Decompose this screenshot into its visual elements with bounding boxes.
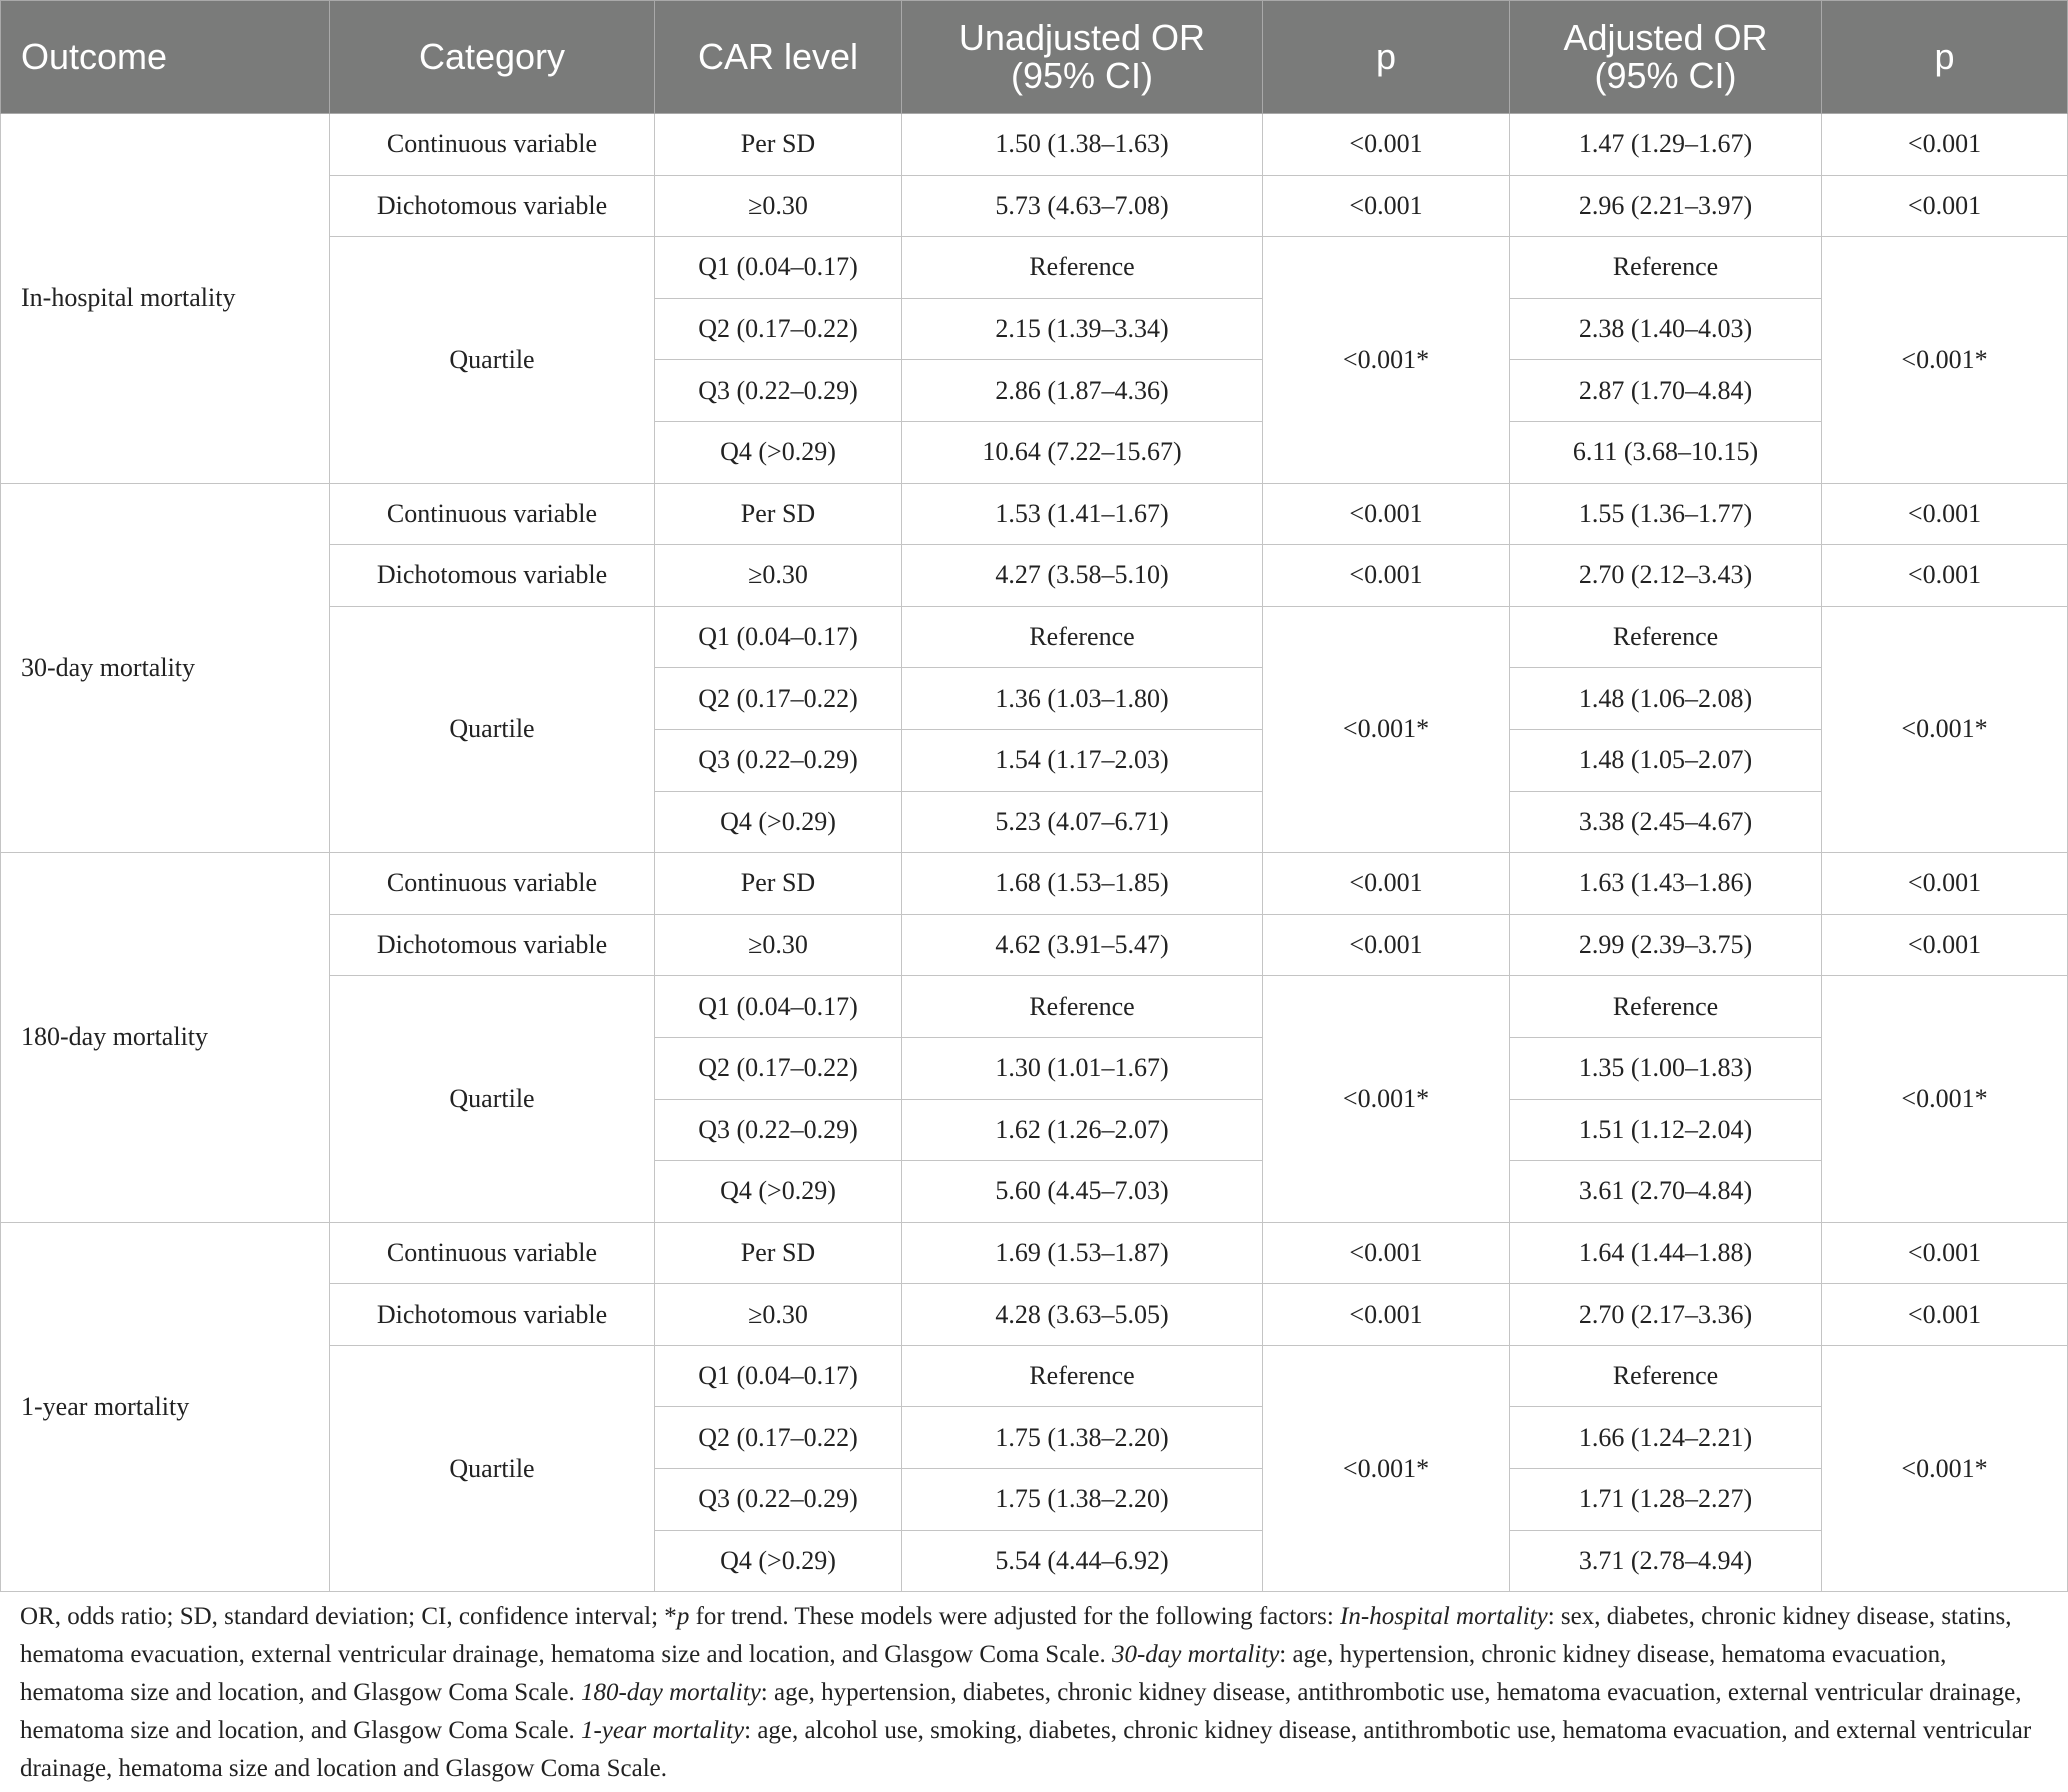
car-level-cell: Q2 (0.17–0.22)	[655, 1037, 902, 1099]
footnote-label-in-hospital: In-hospital mortality	[1340, 1603, 1548, 1630]
car-level-cell: Q1 (0.04–0.17)	[655, 1345, 902, 1407]
adjusted-or-cell: 1.48 (1.05–2.07)	[1510, 729, 1822, 791]
car-level-cell: Q3 (0.22–0.29)	[655, 360, 902, 422]
p-unadjusted-cell: <0.001*	[1263, 1345, 1510, 1591]
unadjusted-or-cell: 1.36 (1.03–1.80)	[902, 668, 1263, 730]
category-cell: Quartile	[330, 976, 655, 1222]
outcome-cell: 1-year mortality	[1, 1222, 330, 1592]
table-row	[1, 853, 2068, 915]
adjusted-or-cell: 2.87 (1.70–4.84)	[1510, 360, 1822, 422]
p-adjusted-cell: <0.001	[1822, 914, 2068, 976]
footnote-text-1-year: : age, alcohol use, smoking, diabetes, chronic kidney disease, antithrombotic use, hematoma evacuation, and external ventricular drainage, hematoma size and location and Glasgow Coma Scale.	[20, 1717, 2032, 1782]
unadjusted-or-cell: 1.75 (1.38–2.20)	[902, 1407, 1263, 1469]
unadjusted-or-cell: 1.50 (1.38–1.63)	[902, 114, 1263, 176]
p-unadjusted-cell: <0.001	[1263, 1222, 1510, 1284]
car-level-cell: Q2 (0.17–0.22)	[655, 1407, 902, 1469]
unadjusted-or-cell: 4.62 (3.91–5.47)	[902, 914, 1263, 976]
car-level-cell: Per SD	[655, 483, 902, 545]
adjusted-or-cell: 3.61 (2.70–4.84)	[1510, 1161, 1822, 1223]
car-level-cell: Q1 (0.04–0.17)	[655, 606, 902, 668]
unadjusted-or-cell: 1.62 (1.26–2.07)	[902, 1099, 1263, 1161]
adjusted-or-cell: 1.35 (1.00–1.83)	[1510, 1037, 1822, 1099]
p-unadjusted-cell: <0.001	[1263, 853, 1510, 915]
adjusted-or-cell: Reference	[1510, 606, 1822, 668]
adjusted-or-cell: 2.70 (2.12–3.43)	[1510, 545, 1822, 607]
header-p-unadjusted: p	[1263, 1, 1510, 114]
table-footnote	[20, 1598, 2048, 1788]
adjusted-or-cell: 2.99 (2.39–3.75)	[1510, 914, 1822, 976]
adjusted-or-cell: 1.63 (1.43–1.86)	[1510, 853, 1822, 915]
car-level-cell: Q1 (0.04–0.17)	[655, 237, 902, 299]
adjusted-or-cell: 1.64 (1.44–1.88)	[1510, 1222, 1822, 1284]
car-level-cell: ≥0.30	[655, 1284, 902, 1346]
adjusted-or-cell: Reference	[1510, 237, 1822, 299]
car-level-cell: Q3 (0.22–0.29)	[655, 729, 902, 791]
header-unadjusted-or: Unadjusted OR (95% CI)	[902, 1, 1263, 114]
adjusted-or-cell: Reference	[1510, 1345, 1822, 1407]
p-adjusted-cell: <0.001	[1822, 545, 2068, 607]
category-cell: Dichotomous variable	[330, 545, 655, 607]
footnote-intro: OR, odds ratio; SD, standard deviation; CI, confidence interval; *	[20, 1603, 677, 1630]
car-level-cell: Q3 (0.22–0.29)	[655, 1469, 902, 1531]
unadjusted-or-cell: 1.68 (1.53–1.85)	[902, 853, 1263, 915]
adjusted-or-cell: 2.96 (2.21–3.97)	[1510, 175, 1822, 237]
unadjusted-or-cell: 5.23 (4.07–6.71)	[902, 791, 1263, 853]
footnote-text-30-day: : age, hypertension, chronic kidney disease, hematoma evacuation, hematoma size and location, and Glasgow Coma Scale.	[20, 1641, 1947, 1706]
category-cell: Quartile	[330, 606, 655, 852]
adjusted-or-cell: 1.48 (1.06–2.08)	[1510, 668, 1822, 730]
adjusted-or-cell: 2.70 (2.17–3.36)	[1510, 1284, 1822, 1346]
outcome-cell: 180-day mortality	[1, 853, 330, 1223]
car-level-cell: ≥0.30	[655, 545, 902, 607]
footnote-label-1-year: 1-year mortality	[580, 1717, 745, 1744]
adjusted-or-cell: 1.51 (1.12–2.04)	[1510, 1099, 1822, 1161]
footnote-label-180-day: 180-day mortality	[580, 1679, 761, 1706]
footnote-text-in-hospital: : sex, diabetes, chronic kidney disease, statins, hematoma evacuation, external ventricular drainage, hematoma size and location, and Glasgow Coma Scale.	[20, 1603, 2012, 1668]
footnote-p: p	[676, 1603, 690, 1630]
unadjusted-or-cell: 1.75 (1.38–2.20)	[902, 1469, 1263, 1531]
car-level-cell: Per SD	[655, 853, 902, 915]
adjusted-or-cell: 1.55 (1.36–1.77)	[1510, 483, 1822, 545]
car-level-cell: Q4 (>0.29)	[655, 1530, 902, 1592]
outcome-cell: 30-day mortality	[1, 483, 330, 853]
p-adjusted-cell: <0.001	[1822, 1222, 2068, 1284]
unadjusted-or-cell: Reference	[902, 606, 1263, 668]
p-unadjusted-cell: <0.001*	[1263, 606, 1510, 852]
p-unadjusted-cell: <0.001	[1263, 114, 1510, 176]
unadjusted-or-cell: 1.69 (1.53–1.87)	[902, 1222, 1263, 1284]
car-level-cell: Q2 (0.17–0.22)	[655, 668, 902, 730]
adjusted-or-cell: 1.71 (1.28–2.27)	[1510, 1469, 1822, 1531]
unadjusted-or-cell: 1.54 (1.17–2.03)	[902, 729, 1263, 791]
p-adjusted-cell: <0.001	[1822, 1284, 2068, 1346]
car-level-cell: Per SD	[655, 114, 902, 176]
p-adjusted-cell: <0.001	[1822, 175, 2068, 237]
category-cell: Continuous variable	[330, 1222, 655, 1284]
table-row	[1, 1222, 2068, 1284]
p-unadjusted-cell: <0.001	[1263, 914, 1510, 976]
p-adjusted-cell: <0.001	[1822, 114, 2068, 176]
p-unadjusted-cell: <0.001	[1263, 483, 1510, 545]
unadjusted-or-cell: 1.30 (1.01–1.67)	[902, 1037, 1263, 1099]
adjusted-or-cell: Reference	[1510, 976, 1822, 1038]
p-unadjusted-cell: <0.001*	[1263, 237, 1510, 483]
category-cell: Quartile	[330, 1345, 655, 1591]
car-level-cell: ≥0.30	[655, 175, 902, 237]
car-level-cell: Per SD	[655, 1222, 902, 1284]
header-car-level: CAR level	[655, 1, 902, 114]
car-level-cell: Q2 (0.17–0.22)	[655, 298, 902, 360]
car-level-cell: Q1 (0.04–0.17)	[655, 976, 902, 1038]
category-cell: Continuous variable	[330, 853, 655, 915]
table-row	[1, 483, 2068, 545]
p-adjusted-cell: <0.001*	[1822, 976, 2068, 1222]
adjusted-or-cell: 3.38 (2.45–4.67)	[1510, 791, 1822, 853]
table-row	[1, 114, 2068, 176]
unadjusted-or-cell: 4.27 (3.58–5.10)	[902, 545, 1263, 607]
p-adjusted-cell: <0.001*	[1822, 1345, 2068, 1591]
table-body	[1, 114, 2068, 1592]
adjusted-or-cell: 2.38 (1.40–4.03)	[1510, 298, 1822, 360]
unadjusted-or-cell: 1.53 (1.41–1.67)	[902, 483, 1263, 545]
car-level-cell: Q4 (>0.29)	[655, 791, 902, 853]
unadjusted-or-cell: 2.86 (1.87–4.36)	[902, 360, 1263, 422]
category-cell: Dichotomous variable	[330, 914, 655, 976]
adjusted-or-cell: 6.11 (3.68–10.15)	[1510, 421, 1822, 483]
header-adjusted-or: Adjusted OR (95% CI)	[1510, 1, 1822, 114]
p-adjusted-cell: <0.001*	[1822, 606, 2068, 852]
header-category: Category	[330, 1, 655, 114]
header-outcome: Outcome	[1, 1, 330, 114]
car-level-cell: ≥0.30	[655, 914, 902, 976]
unadjusted-or-cell: 5.54 (4.44–6.92)	[902, 1530, 1263, 1592]
adjusted-or-cell: 1.47 (1.29–1.67)	[1510, 114, 1822, 176]
category-cell: Quartile	[330, 237, 655, 483]
unadjusted-or-cell: 2.15 (1.39–3.34)	[902, 298, 1263, 360]
car-level-cell: Q4 (>0.29)	[655, 421, 902, 483]
footnote-label-30-day: 30-day mortality	[1111, 1641, 1280, 1668]
p-adjusted-cell: <0.001	[1822, 853, 2068, 915]
p-unadjusted-cell: <0.001	[1263, 1284, 1510, 1346]
category-cell: Continuous variable	[330, 483, 655, 545]
car-level-cell: Q4 (>0.29)	[655, 1161, 902, 1223]
adjusted-or-cell: 3.71 (2.78–4.94)	[1510, 1530, 1822, 1592]
category-cell: Dichotomous variable	[330, 1284, 655, 1346]
p-adjusted-cell: <0.001	[1822, 483, 2068, 545]
header-row	[1, 1, 2068, 114]
p-unadjusted-cell: <0.001*	[1263, 976, 1510, 1222]
unadjusted-or-cell: 5.73 (4.63–7.08)	[902, 175, 1263, 237]
p-adjusted-cell: <0.001*	[1822, 237, 2068, 483]
adjusted-or-cell: 1.66 (1.24–2.21)	[1510, 1407, 1822, 1469]
unadjusted-or-cell: 4.28 (3.63–5.05)	[902, 1284, 1263, 1346]
unadjusted-or-cell: Reference	[902, 237, 1263, 299]
footnote-text-180-day: : age, hypertension, diabetes, chronic kidney disease, antithrombotic use, hematoma evacuation, external ventricular drainage, hematoma size and location, and Glasgow Coma Scale.	[20, 1679, 2022, 1744]
unadjusted-or-cell: 10.64 (7.22–15.67)	[902, 421, 1263, 483]
footnote-intro-2: for trend. These models were adjusted for the following factors:	[689, 1603, 1341, 1630]
unadjusted-or-cell: Reference	[902, 976, 1263, 1038]
outcome-cell: In-hospital mortality	[1, 114, 330, 484]
p-unadjusted-cell: <0.001	[1263, 175, 1510, 237]
p-unadjusted-cell: <0.001	[1263, 545, 1510, 607]
header-p-adjusted: p	[1822, 1, 2068, 114]
car-level-cell: Q3 (0.22–0.29)	[655, 1099, 902, 1161]
category-cell: Dichotomous variable	[330, 175, 655, 237]
category-cell: Continuous variable	[330, 114, 655, 176]
unadjusted-or-cell: 5.60 (4.45–7.03)	[902, 1161, 1263, 1223]
unadjusted-or-cell: Reference	[902, 1345, 1263, 1407]
